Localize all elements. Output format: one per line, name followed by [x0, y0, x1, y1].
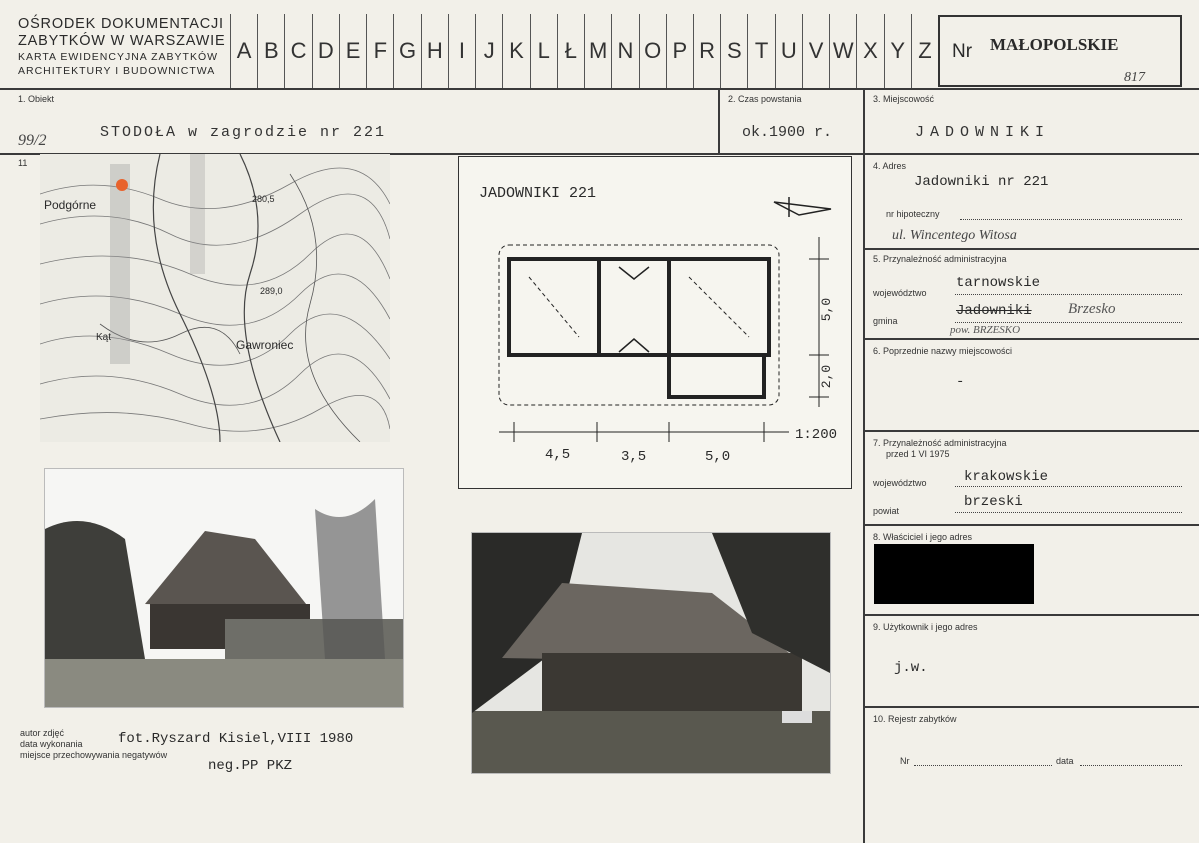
index-letter: C [284, 14, 311, 88]
photo-drawing [472, 533, 830, 773]
underline [1080, 765, 1182, 766]
obiekt-value: STODOŁA w zagrodzie nr 221 [100, 124, 387, 141]
institution-line3: KARTA EWIDENCYJNA ZABYTKÓW [18, 51, 219, 63]
underline [914, 765, 1052, 766]
nr-label: Nr [952, 41, 973, 62]
adres-value: Jadowniki nr 221 [914, 174, 1049, 190]
plan-dimension: 5,0 [705, 449, 731, 465]
czas-value: ok.1900 r. [742, 124, 833, 141]
index-letter: G [393, 14, 420, 88]
index-letter: W [829, 14, 856, 88]
map-label-kat: Kąt [96, 332, 112, 343]
map-label-elevation: 289,0 [260, 286, 283, 296]
underline [955, 294, 1182, 295]
gmina-handwritten: Brzesko [1068, 301, 1116, 317]
divider [863, 88, 865, 843]
miejscowosc-value: JADOWNIKI [915, 124, 1051, 141]
letter-index [230, 14, 938, 88]
obiekt-label: 1. Obiekt [18, 94, 55, 104]
data-wykonania-label: data wykonania [20, 739, 83, 749]
index-letter: K [502, 14, 529, 88]
wojewodztwo-1975-value: krakowskie [964, 469, 1049, 485]
index-letter: X [856, 14, 883, 88]
hipoteczny-label: nr hipoteczny [886, 209, 940, 219]
miejscowosc-label: 3. Miejscowość [873, 94, 935, 104]
handwritten-number: 817 [1124, 70, 1145, 85]
index-letter: H [421, 14, 448, 88]
negative-location: neg.PP PKZ [208, 758, 293, 774]
divider [718, 88, 720, 154]
powiat-handwritten: pow. BRZESKO [950, 324, 1021, 336]
section-number: 11 [18, 158, 28, 168]
miejsce-label: miejsce przechowywania negatywów [20, 750, 168, 760]
index-letter: B [257, 14, 284, 88]
divider [0, 88, 1199, 90]
plan-scale: 1:200 [795, 427, 838, 443]
street-handwritten: ul. Wincentego Witosa [892, 228, 1017, 243]
autor-label: autor zdjęć [20, 728, 65, 738]
institution-line1: OŚRODEK DOKUMENTACJI [18, 16, 224, 32]
przynaleznosc-1975-date: przed 1 VI 1975 [886, 449, 950, 459]
index-letter: T [747, 14, 774, 88]
plan-drawing [459, 157, 851, 487]
location-map [40, 154, 390, 442]
region-name: MAŁOPOLSKIE [990, 35, 1119, 54]
rejestr-nr-label: Nr [900, 756, 910, 766]
rejestr-label: 10. Rejestr zabytków [873, 714, 957, 724]
uzytkownik-label: 9. Użytkownik i jego adres [873, 622, 978, 632]
plan-title: JADOWNIKI 221 [479, 185, 597, 202]
uzytkownik-value: j.w. [894, 660, 928, 676]
handwritten-code: 99/2 [18, 132, 47, 149]
wojewodztwo-label: województwo [873, 288, 927, 298]
barn-photo-2 [471, 532, 831, 774]
floor-plan [458, 156, 852, 489]
powiat-value: brzeski [964, 494, 1023, 510]
index-letter: A [230, 14, 257, 88]
divider [863, 524, 1199, 526]
index-letter: P [666, 14, 693, 88]
divider [863, 430, 1199, 432]
powiat-label: powiat [873, 506, 900, 516]
gmina-label: gmina [873, 316, 898, 326]
photo-drawing [45, 469, 403, 707]
index-letter: O [639, 14, 666, 88]
index-letter: E [339, 14, 366, 88]
index-letter: R [693, 14, 720, 88]
przynaleznosc-label: 5. Przynależność administracyjna [873, 254, 1007, 264]
index-letter: Y [884, 14, 911, 88]
map-label-podgorne: Podgórne [44, 198, 97, 212]
index-letter: N [611, 14, 638, 88]
plan-dimension: 3,5 [621, 449, 647, 465]
index-letter: F [366, 14, 393, 88]
index-letter: V [802, 14, 829, 88]
barn-photo-1 [44, 468, 404, 708]
index-letter: I [448, 14, 475, 88]
index-letter: S [720, 14, 747, 88]
redacted-owner [874, 544, 1034, 604]
czas-label: 2. Czas powstania [728, 94, 802, 104]
map-label-gawroniec: Gawroniec [236, 338, 294, 352]
underline [955, 322, 1182, 323]
wlasciciel-label: 8. Właściciel i jego adres [873, 532, 973, 542]
gmina-value: Jadowniki [956, 303, 1032, 319]
plan-dimension: 5,0 [819, 297, 835, 322]
rejestr-data-label: data [1056, 756, 1074, 766]
underline [955, 486, 1182, 487]
index-letter: L [530, 14, 557, 88]
poprzednie-nazwy-label: 6. Poprzednie nazwy miejscowości [873, 346, 1013, 356]
underline [955, 512, 1182, 513]
index-letter: Z [911, 14, 938, 88]
map-label-elevation: 280,5 [252, 194, 275, 204]
przynaleznosc-1975-label: 7. Przynależność administracyjna [873, 438, 1007, 448]
index-letter: Ł [557, 14, 584, 88]
divider [863, 614, 1199, 616]
plan-dimension: 4,5 [545, 447, 571, 463]
underline [960, 219, 1182, 220]
institution-line2: ZABYTKÓW W WARSZAWIE [18, 33, 226, 49]
index-letter: D [312, 14, 339, 88]
divider [863, 706, 1199, 708]
adres-label: 4. Adres [873, 161, 907, 171]
institution-line4: ARCHITEKTURY I BUDOWNICTWA [18, 65, 216, 77]
plan-dimension: 2,0 [819, 364, 835, 389]
autor-value: fot.Ryszard Kisiel,VIII 1980 [118, 731, 354, 747]
wojewodztwo-1975-label: województwo [873, 478, 927, 488]
poprzednie-nazwy-value: - [956, 374, 965, 390]
index-letter: U [775, 14, 802, 88]
institution-block [18, 16, 228, 78]
wojewodztwo-value: tarnowskie [956, 275, 1041, 291]
divider [863, 338, 1199, 340]
region-box [938, 15, 1182, 87]
index-letter: M [584, 14, 611, 88]
index-letter: J [475, 14, 502, 88]
divider [863, 248, 1199, 250]
